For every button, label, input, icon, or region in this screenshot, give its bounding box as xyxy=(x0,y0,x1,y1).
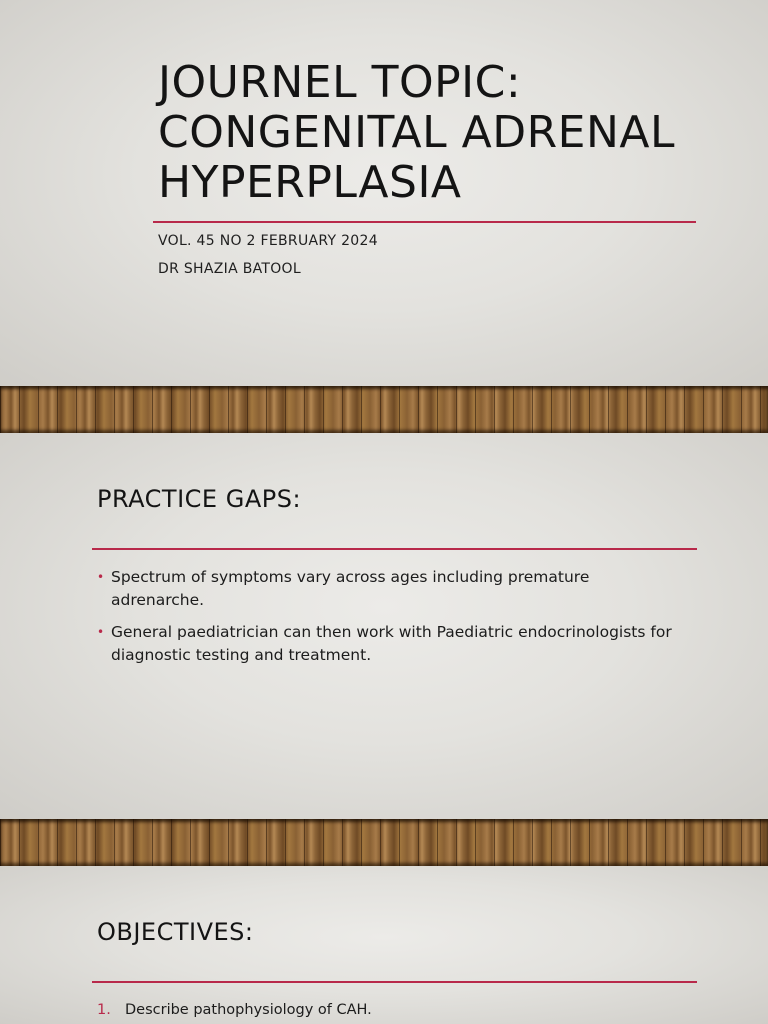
list-item xyxy=(97,999,677,1021)
wood-floor-band xyxy=(0,819,768,866)
slide-heading: OBJECTIVES: xyxy=(97,918,254,946)
wood-floor-band xyxy=(0,386,768,433)
objectives-slide xyxy=(0,866,768,1024)
heading-divider xyxy=(92,548,697,550)
title-divider xyxy=(153,221,696,223)
bullet-text: Spectrum of symptoms vary across ages including premature adrenarche. xyxy=(111,568,590,609)
bullet-list xyxy=(97,566,677,676)
numbered-list xyxy=(97,999,677,1021)
author-name: DR SHAZIA BATOOL xyxy=(158,261,301,277)
bullet-dot-icon: • xyxy=(97,625,105,639)
volume-info: VOL. 45 NO 2 FEBRUARY 2024 xyxy=(158,233,378,249)
bullet-item xyxy=(97,621,677,667)
bullet-text: General paediatrician can then work with Paediatric endocrinologists for diagnostic testing and treatment. xyxy=(111,623,672,664)
heading-divider xyxy=(92,981,697,983)
practice-gaps-slide xyxy=(0,433,768,819)
bullet-item xyxy=(97,566,677,612)
list-number: 1. xyxy=(97,1002,111,1018)
slide-heading: PRACTICE GAPS: xyxy=(97,485,302,513)
list-item-text: Describe pathophysiology of CAH. xyxy=(125,1002,372,1018)
slide-title: JOURNEL TOPIC: CONGENITAL ADRENAL HYPERPLASIA xyxy=(158,57,675,208)
bullet-dot-icon: • xyxy=(97,570,105,584)
title-slide xyxy=(0,0,768,386)
